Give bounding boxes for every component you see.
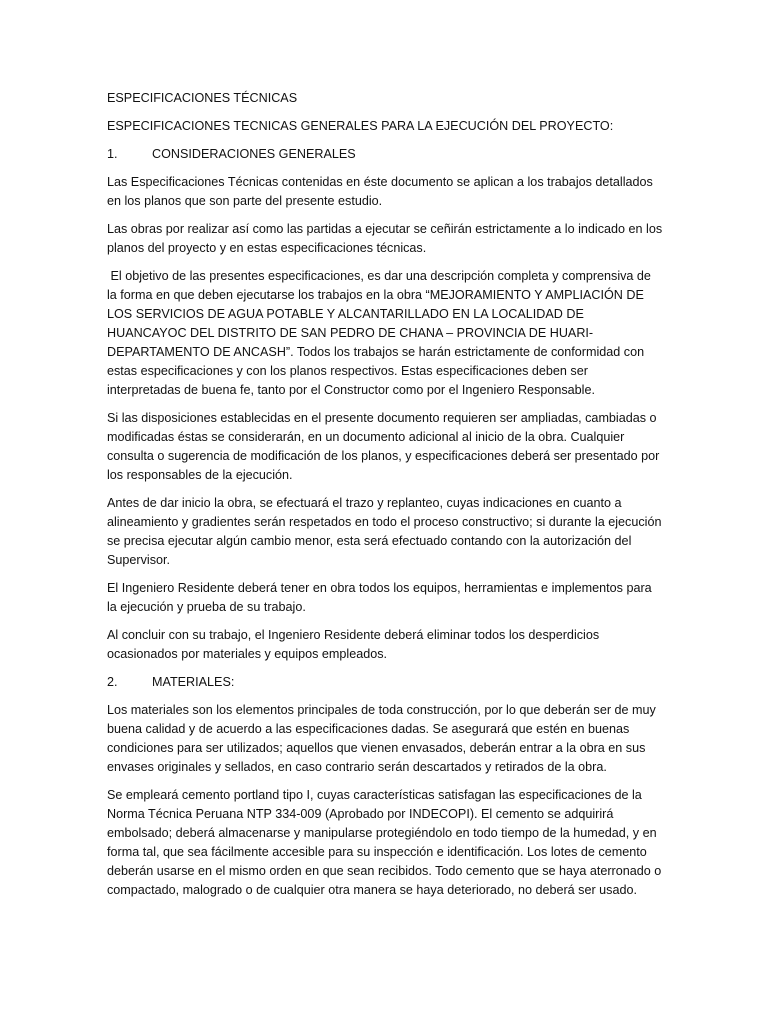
document-page	[107, 89, 663, 909]
paragraph: Las obras por realizar así como las partidas a ejecutar se ceñirán estrictamente a lo indicado en los planos del proyecto y en estas especificaciones técnicas.	[107, 222, 663, 255]
section-1-number: 1.	[107, 147, 118, 161]
document-title: ESPECIFICACIONES TÉCNICAS	[107, 91, 298, 105]
section-1-heading	[107, 145, 663, 164]
paragraph: Al concluir con su trabajo, el Ingeniero Residente deberá eliminar todos los desperdicios ocasionados por materiales y equipos empleados.	[107, 628, 600, 661]
document-subtitle: ESPECIFICACIONES TECNICAS GENERALES PARA LA EJECUCIÓN DEL PROYECTO:	[107, 119, 614, 133]
paragraph: El objetivo de las presentes especificaciones, es dar una descripción completa y comprensiva de la forma en que deben ejecutarse los trabajos en la obra “MEJORAMIENTO Y AMPLIACIÓN DE LOS SERVICIOS DE AGUA POTABLE Y ALCANTARILLADO EN LA LOCALIDAD DE HUANCAYOC DEL DISTRITO DE SAN PEDRO DE CHANA – PROVINCIA DE HUARI- DEPARTAMENTO DE ANCASH”. Todos los trabajos se harán estrictamente de conformidad con estas especificaciones y con los planos respectivos. Estas especificaciones deben ser interpretadas de buena fe, tanto por el Constructor como por el Ingeniero Responsable.	[107, 269, 655, 397]
paragraph: Antes de dar inicio la obra, se efectuará el trazo y replanteo, cuyas indicaciones en cuanto a alineamiento y gradientes serán respetados en todo el proceso constructivo; si durante la ejecución se precisa ejecutar algún cambio menor, esta será efectuado contando con la autorización del Supervisor.	[107, 496, 662, 567]
section-2-number: 2.	[107, 675, 118, 689]
section-1-title: CONSIDERACIONES GENERALES	[152, 147, 356, 161]
paragraph: El Ingeniero Residente deberá tener en obra todos los equipos, herramientas e implementos para la ejecución y prueba de su trabajo.	[107, 581, 652, 614]
paragraph: Si las disposiciones establecidas en el presente documento requieren ser ampliadas, cambiadas o modificadas éstas se considerarán, en un documento adicional al inicio de la obra. Cualquier consulta o sugerencia de modificación de los planos, y especificaciones deberá ser presentado por los responsables de la ejecución.	[107, 411, 660, 482]
paragraph: Se empleará cemento portland tipo I, cuyas características satisfagan las especificaciones de la Norma Técnica Peruana NTP 334-009 (Aprobado por INDECOPI). El cemento se adquirirá embolsado; deberá almacenarse y manipularse protegiéndolo en todo tiempo de la humedad, y en forma tal, que sea fácilmente accesible para su inspección e identificación. Los lotes de cemento deberán usarse en el mismo orden en que sean recibidos. Todo cemento que se haya aterronado o compactado, malogrado o de cualquier otra manera se haya deteriorado, no deberá ser usado.	[107, 788, 662, 897]
paragraph: Los materiales son los elementos principales de toda construcción, por lo que deberán ser de muy buena calidad y de acuerdo a las especificaciones dadas. Se asegurará que estén en buenas condiciones para ser utilizados; aquellos que vienen envasados, deberán entrar a la obra en sus envases originales y sellados, en caso contrario serán descartados y retirados de la obra.	[107, 703, 656, 774]
section-2-title: MATERIALES:	[152, 675, 235, 689]
section-2-heading	[107, 673, 663, 692]
paragraph: Las Especificaciones Técnicas contenidas en éste documento se aplican a los trabajos detallados en los planos que son parte del presente estudio.	[107, 175, 653, 208]
